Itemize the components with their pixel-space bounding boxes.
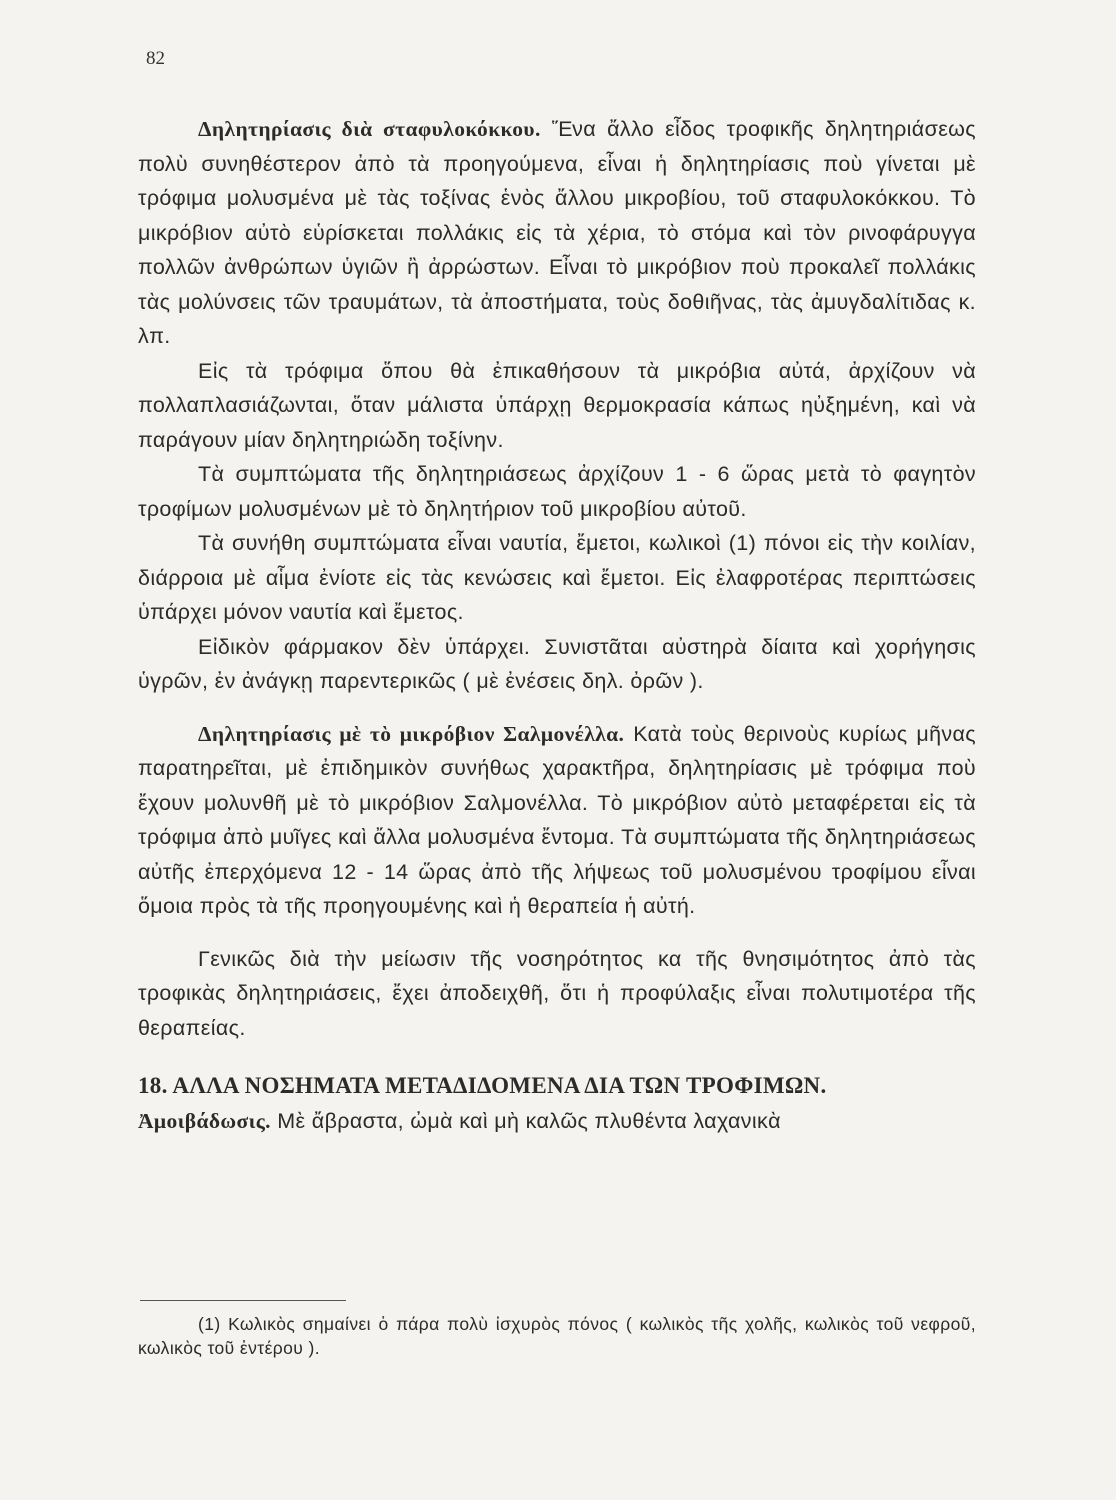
paragraph-body: Μὲ ἄβραστα, ὠμὰ καὶ μὴ καλῶς πλυθέντα λαχανικὰ [277,1108,781,1133]
section-heading: 18. ΑΛΛΑ ΝΟΣΗΜΑΤΑ ΜΕΤΑΔΙΔΟΜΕΝΑ ΔΙΑ ΤΩΝ ΤΡΟΦΙΜΩΝ. [138,1073,827,1098]
paragraph: Εἰδικὸν φάρμακον δὲν ὑπάρχει. Συνιστᾶται αὐστηρὰ δίαιτα καὶ χορήγησις ὑγρῶν, ἐν ἀνάγκῃ παρεντερικῶς ( μὲ ἐνέσεις δηλ. ὀρῶν ). [138,634,976,693]
footnote-text: (1) Κωλικὸς σημαίνει ὁ πάρα πολὺ ἰσχυρὸς πόνος ( κωλικὸς τῆς χολῆς, κωλικὸς τοῦ νεφροῦ, κωλικὸς τοῦ ἐντέρου ). [138,1314,976,1358]
paragraph-heading: Δηλητηρίασις διὰ σταφυλοκόκκου. [198,117,541,141]
paragraph-staphylococcus [138,112,976,354]
page-number: 82 [146,48,165,69]
paragraph: Εἰς τὰ τρόφιμα ὅπου θὰ ἐπικαθήσουν τὰ μικρόβια αὐτά, ἀρχίζουν νὰ πολλαπλασιάζωνται, ὅταν μάλιστα ὑπάρχῃ θερμοκρασία κάπως ηὐξημένη, καὶ νὰ παράγουν μίαν δηλητηριώδη τοξίνην. [138,358,976,452]
paragraph-amoebiasis [138,1104,976,1139]
paragraph-heading: Ἀμοιβάδωσις. [138,1108,271,1133]
footnote-divider [140,1300,346,1301]
paragraph-body: Ἕνα ἄλλο εἶδος τροφικῆς δηλητηριάσεως πολὺ συνηθέστερον ἀπὸ τὰ προηγούμενα, εἶναι ἡ δηλητηρίασις ποὺ γίνεται μὲ τρόφιμα μολυσμένα μὲ τὰς τοξίνας ἑνὸς ἄλλου μικροβίου, τοῦ σταφυλοκόκκου. Τὸ μικρόβιον αὐτὸ εὑρίσκεται πολλάκις εἰς τὰ χέρια, τὸ στόμα καὶ τὸν ρινοφάρυγγα πολλῶν ἀνθρώπων ὑγιῶν ἢ ἀρρώστων. Εἶναι τὸ μικρόβιον ποὺ προκαλεῖ πολλάκις τὰς μολύνσεις τῶν τραυμάτων, τὰ ἀποστήματα, τοὺς δοθιῆνας, τὰς ἀμυγδαλίτιδας κ. λπ. [138,117,976,348]
paragraph-heading: Δηλητηρίασις μὲ τὸ μικρόβιον Σαλμονέλλα. [198,721,625,746]
main-text [138,112,976,1138]
paragraph: Γενικῶς διὰ τὴν μείωσιν τῆς νοσηρότητος κα τῆς θνησιμότητος ἀπὸ τὰς τροφικὰς δηλητηριάσεις, ἔχει ἀποδειχθῆ, ὅτι ἡ προφύλαξις εἶναι πολυτιμοτέρα τῆς θεραπείας. [138,946,976,1040]
paragraph: Τὰ συνήθη συμπτώματα εἶναι ναυτία, ἔμετοι, κωλικοὶ (1) πόνοι εἰς τὴν κοιλίαν, διάρροια μὲ αἷμα ἐνίοτε εἰς τὰς κενώσεις καὶ ἔμετοι. Εἰς ἐλαφροτέρας περιπτώσεις ὑπάρχει μόνον ναυτία καὶ ἔμετος. [138,531,976,624]
paragraph-body: Κατὰ τοὺς θερινοὺς κυρίως μῆνας παρατηρεῖται, μὲ ἐπιδημικὸν συνήθως χαρακτῆρα, δηλητηρίασις μὲ τρόφιμα ποὺ ἔχουν μολυνθῆ μὲ τὸ μικρόβιον Σαλμονέλλα. Τὸ μικρόβιον αὐτὸ μεταφέρεται εἰς τὰ τρόφιμα ἀπὸ μυῖγες καὶ ἄλλα μολυσμένα ἔντομα. Τὰ συμπτώματα τῆς δηλητηριάσεως αὐτῆς ἐπερχόμενα 12 - 14 ὥρας ἀπὸ τῆς λήψεως τοῦ μολυσμένου τροφίμου εἶναι ὅμοια πρὸς τὰ τῆς προηγουμένης καὶ ἡ θεραπεία ἡ αὐτή. [138,721,976,918]
paragraph-salmonella [138,717,976,924]
footnote [138,1312,976,1360]
paragraph: Τὰ συμπτώματα τῆς δηλητηριάσεως ἀρχίζουν 1 - 6 ὥρας μετὰ τὸ φαγητὸν τροφίμων μολυσμένων μὲ τὸ δηλητήριον τοῦ μικροβίου αὐτοῦ. [138,462,976,521]
